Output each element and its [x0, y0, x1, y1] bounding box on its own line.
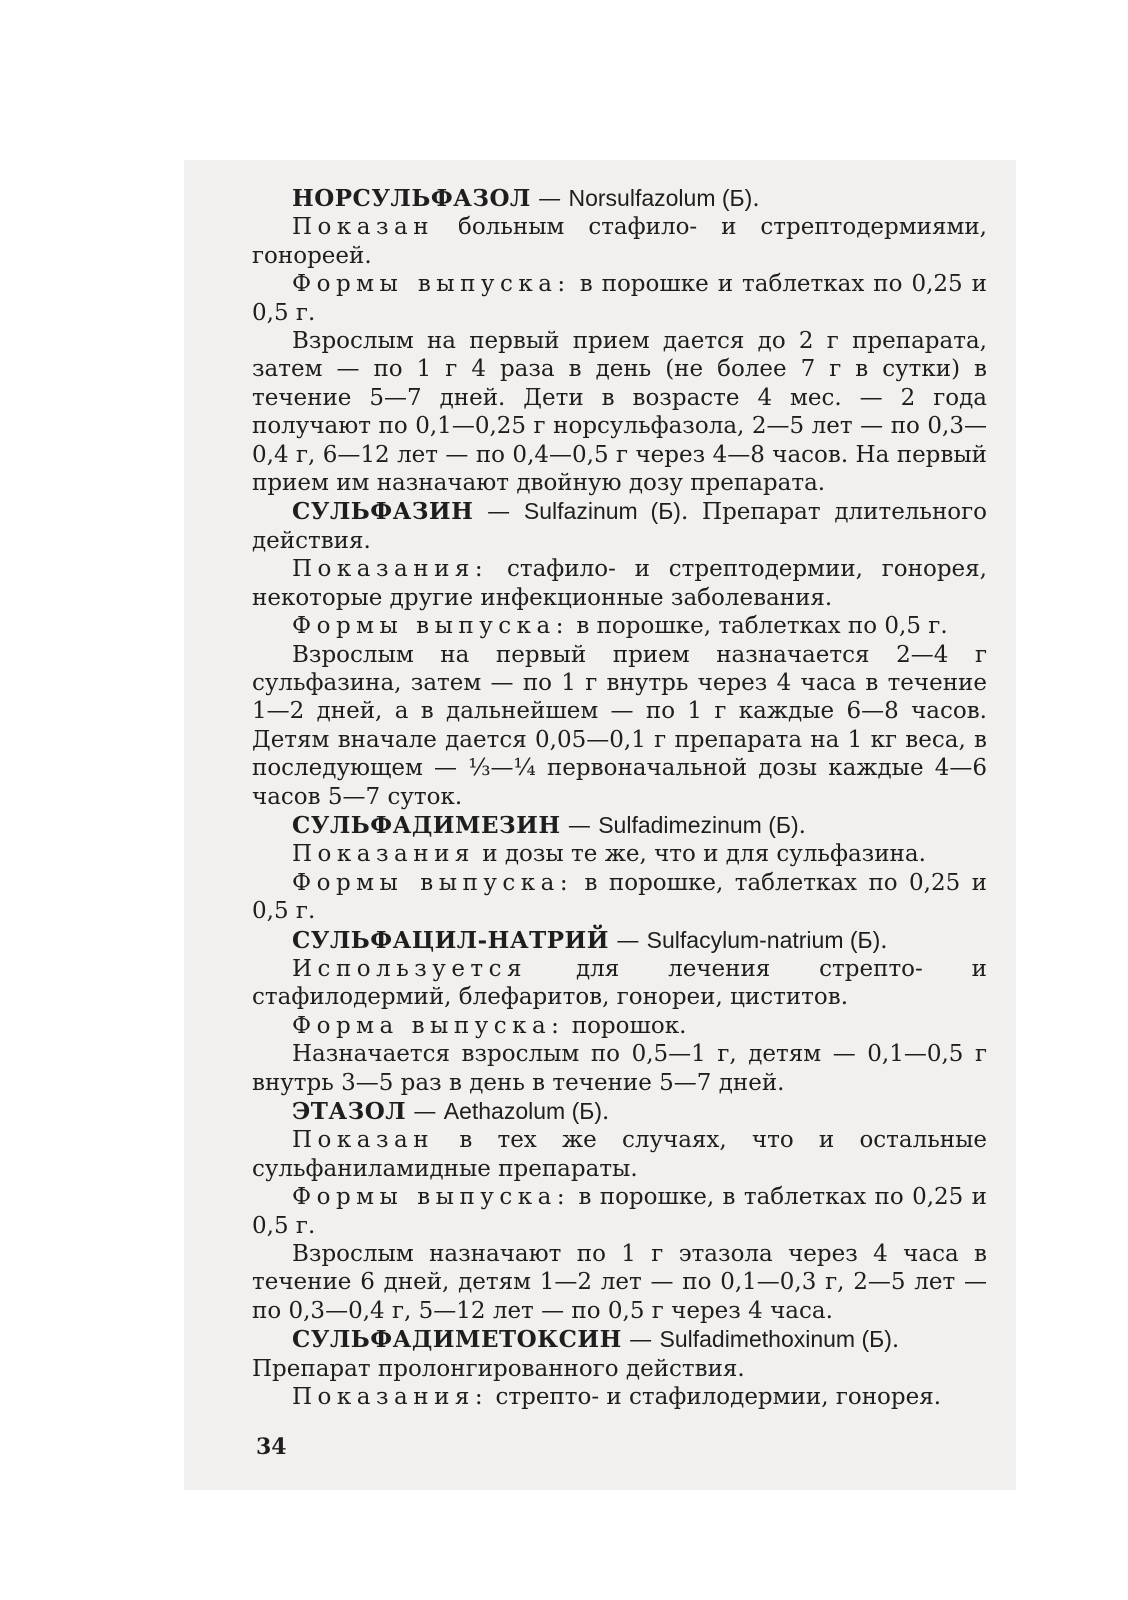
entry-dosage: Взрослым на первый прием дается до 2 г препарата, затем — по 1 г 4 раза в день (не более 7 г в сутки) в течение 5—7 дней. Дети в возрасте 4 мес. — 2 года получают по 0,1—0,25 г норсульфазола, 2—5 лет — по 0,3—0,4 г, 6—12 лет — по 0,4—0,5 г через 4—8 часов. На первый прием им назначают двойную дозу препарата. — [252, 328, 987, 497]
entry-title: НОРСУЛЬФАЗОЛ — [292, 185, 531, 212]
entry-latin-name: Sulfazinum (Б) — [523, 498, 681, 525]
entry-title-suffix: . Препарат длительного действия. — [252, 499, 988, 554]
entry-heading-sulfadimezin: СУЛЬФАДИМЕЗИН — Sulfadimezinum (Б). — [292, 811, 806, 839]
entry-title: СУЛЬФАДИМЕЗИН — [292, 811, 561, 839]
document-page — [252, 184, 987, 1411]
indication-text: для лечения стрепто- и стафилодермий, блефаритов, гонореи, циститов. — [252, 955, 987, 1011]
entry-indication — [252, 555, 987, 612]
page-number: 34 — [256, 1434, 287, 1460]
entry-latin-name: Norsulfazolum (Б) — [568, 185, 753, 211]
forms-label: Формы выпуска: — [292, 613, 570, 640]
forms-text: в порошке, таблетках по 0,5 г. — [576, 613, 948, 640]
entry-title-suffix: . — [891, 1327, 900, 1354]
forms-label: Формы выпуска: — [292, 1184, 571, 1211]
entry-dosage: Взрослым назначают по 1 г этазола через 4 часа в течение 6 дней, детям 1—2 лет — по 0,1—0,3 г, 2—5 лет — по 0,3—0,4 г, 5—12 лет — по 0,5 г через 4 часа. — [252, 1241, 987, 1324]
entry-indication — [252, 1126, 987, 1183]
indication-text: больным стафило- и стрептодермиями, гонореей. — [252, 214, 987, 269]
forms-text: в порошке, в таблетках по 0,25 и 0,5 г. — [252, 1184, 987, 1239]
entry-latin-name: Sulfadimezinum (Б) — [598, 811, 799, 838]
entry-forms — [252, 869, 987, 926]
entry-indication — [252, 840, 987, 868]
entry-title-suffix: . — [880, 927, 888, 954]
entry-dosage: Назначается взрослым по 0,5—1 г, детям — 0,1—0,5 г внутрь 3—5 раз в день в течение 5—7 дней. — [252, 1041, 987, 1096]
entry-heading-sulfadimethoxin: СУЛЬФАДИМЕТОКСИН — Sulfadimethoxinum (Б). — [292, 1326, 900, 1354]
entry-description: Препарат пролонгированного действия. — [252, 1355, 745, 1382]
entry-latin-name: Sulfacylum-natrium (Б) — [646, 926, 881, 953]
entry-title-suffix: . — [602, 1099, 610, 1125]
indication-label: Показан — [292, 214, 435, 241]
forms-label: Формы выпуска: — [292, 271, 571, 298]
forms-label: Формы выпуска: — [292, 869, 574, 896]
forms-text: порошок. — [571, 1012, 687, 1039]
entry-forms — [252, 612, 987, 640]
entry-indication — [252, 213, 987, 270]
indication-text: стафило- и стрептодермии, гонорея, некоторые другие инфекционные заболевания. — [252, 556, 987, 611]
entry-indication — [252, 1383, 987, 1411]
indication-label: Используется — [292, 955, 528, 982]
entry-title: СУЛЬФАЗИН — [292, 498, 474, 526]
forms-text: в порошке и таблетках по 0,25 и 0,5 г. — [252, 271, 987, 326]
indication-label: Показан — [292, 1127, 435, 1154]
indication-text: стрепто- и стафилодермии, гонорея. — [495, 1384, 942, 1411]
entry-heading-sulfazin: СУЛЬФАЗИН — Sulfazinum (Б). Препарат длительного действия. — [252, 498, 988, 554]
entry-forms — [252, 270, 987, 327]
entry-indication — [252, 955, 987, 1012]
entry-heading-sulfacyl-natrium: СУЛЬФАЦИЛ-НАТРИЙ — Sulfacylum-natrium (Б). — [292, 926, 888, 954]
entry-title: СУЛЬФАДИМЕТОКСИН — [292, 1326, 622, 1354]
indication-label: Показания: — [292, 1384, 489, 1411]
entry-heading-etazol: ЭТАЗОЛ — Aethazolum (Б). — [292, 1098, 610, 1125]
entry-title: ЭТАЗОЛ — [292, 1098, 407, 1125]
indication-text: и дозы те же, что и для сульфазина. — [482, 841, 926, 868]
entry-dosage: Взрослым на первый прием назначается 2—4 г сульфазина, затем — по 1 г внутрь через 4 часа в течение 1—2 дней, а в дальнейшем — по 1 г каждые 6—8 часов. Детям вначале дается 0,05—0,1 г препарата на 1 кг веса, в последующем — ⅓—¼ первоначальной дозы каждые 4—6 часов 5—7 суток. — [252, 641, 987, 810]
indication-label: Показания — [292, 841, 475, 868]
forms-label: Форма выпуска: — [292, 1012, 565, 1039]
entry-latin-name: Aethazolum (Б) — [443, 1098, 602, 1124]
entry-title-suffix: . — [798, 812, 806, 839]
entry-forms — [252, 1012, 987, 1040]
entry-forms — [252, 1183, 987, 1240]
indication-label: Показания: — [292, 556, 489, 583]
indication-text: в тех же случаях, что и остальные сульфаниламидные препараты. — [252, 1127, 988, 1182]
entry-title: СУЛЬФАЦИЛ-НАТРИЙ — [292, 926, 610, 954]
entry-title-suffix: . — [752, 186, 760, 212]
forms-text: в порошке, таблетках по 0,25 и 0,5 г. — [252, 869, 987, 925]
entry-latin-name: Sulfadimethoxinum (Б) — [659, 1326, 892, 1353]
entry-heading-norsulfazol: НОРСУЛЬФАЗОЛ — Norsulfazolum (Б). — [292, 185, 760, 212]
